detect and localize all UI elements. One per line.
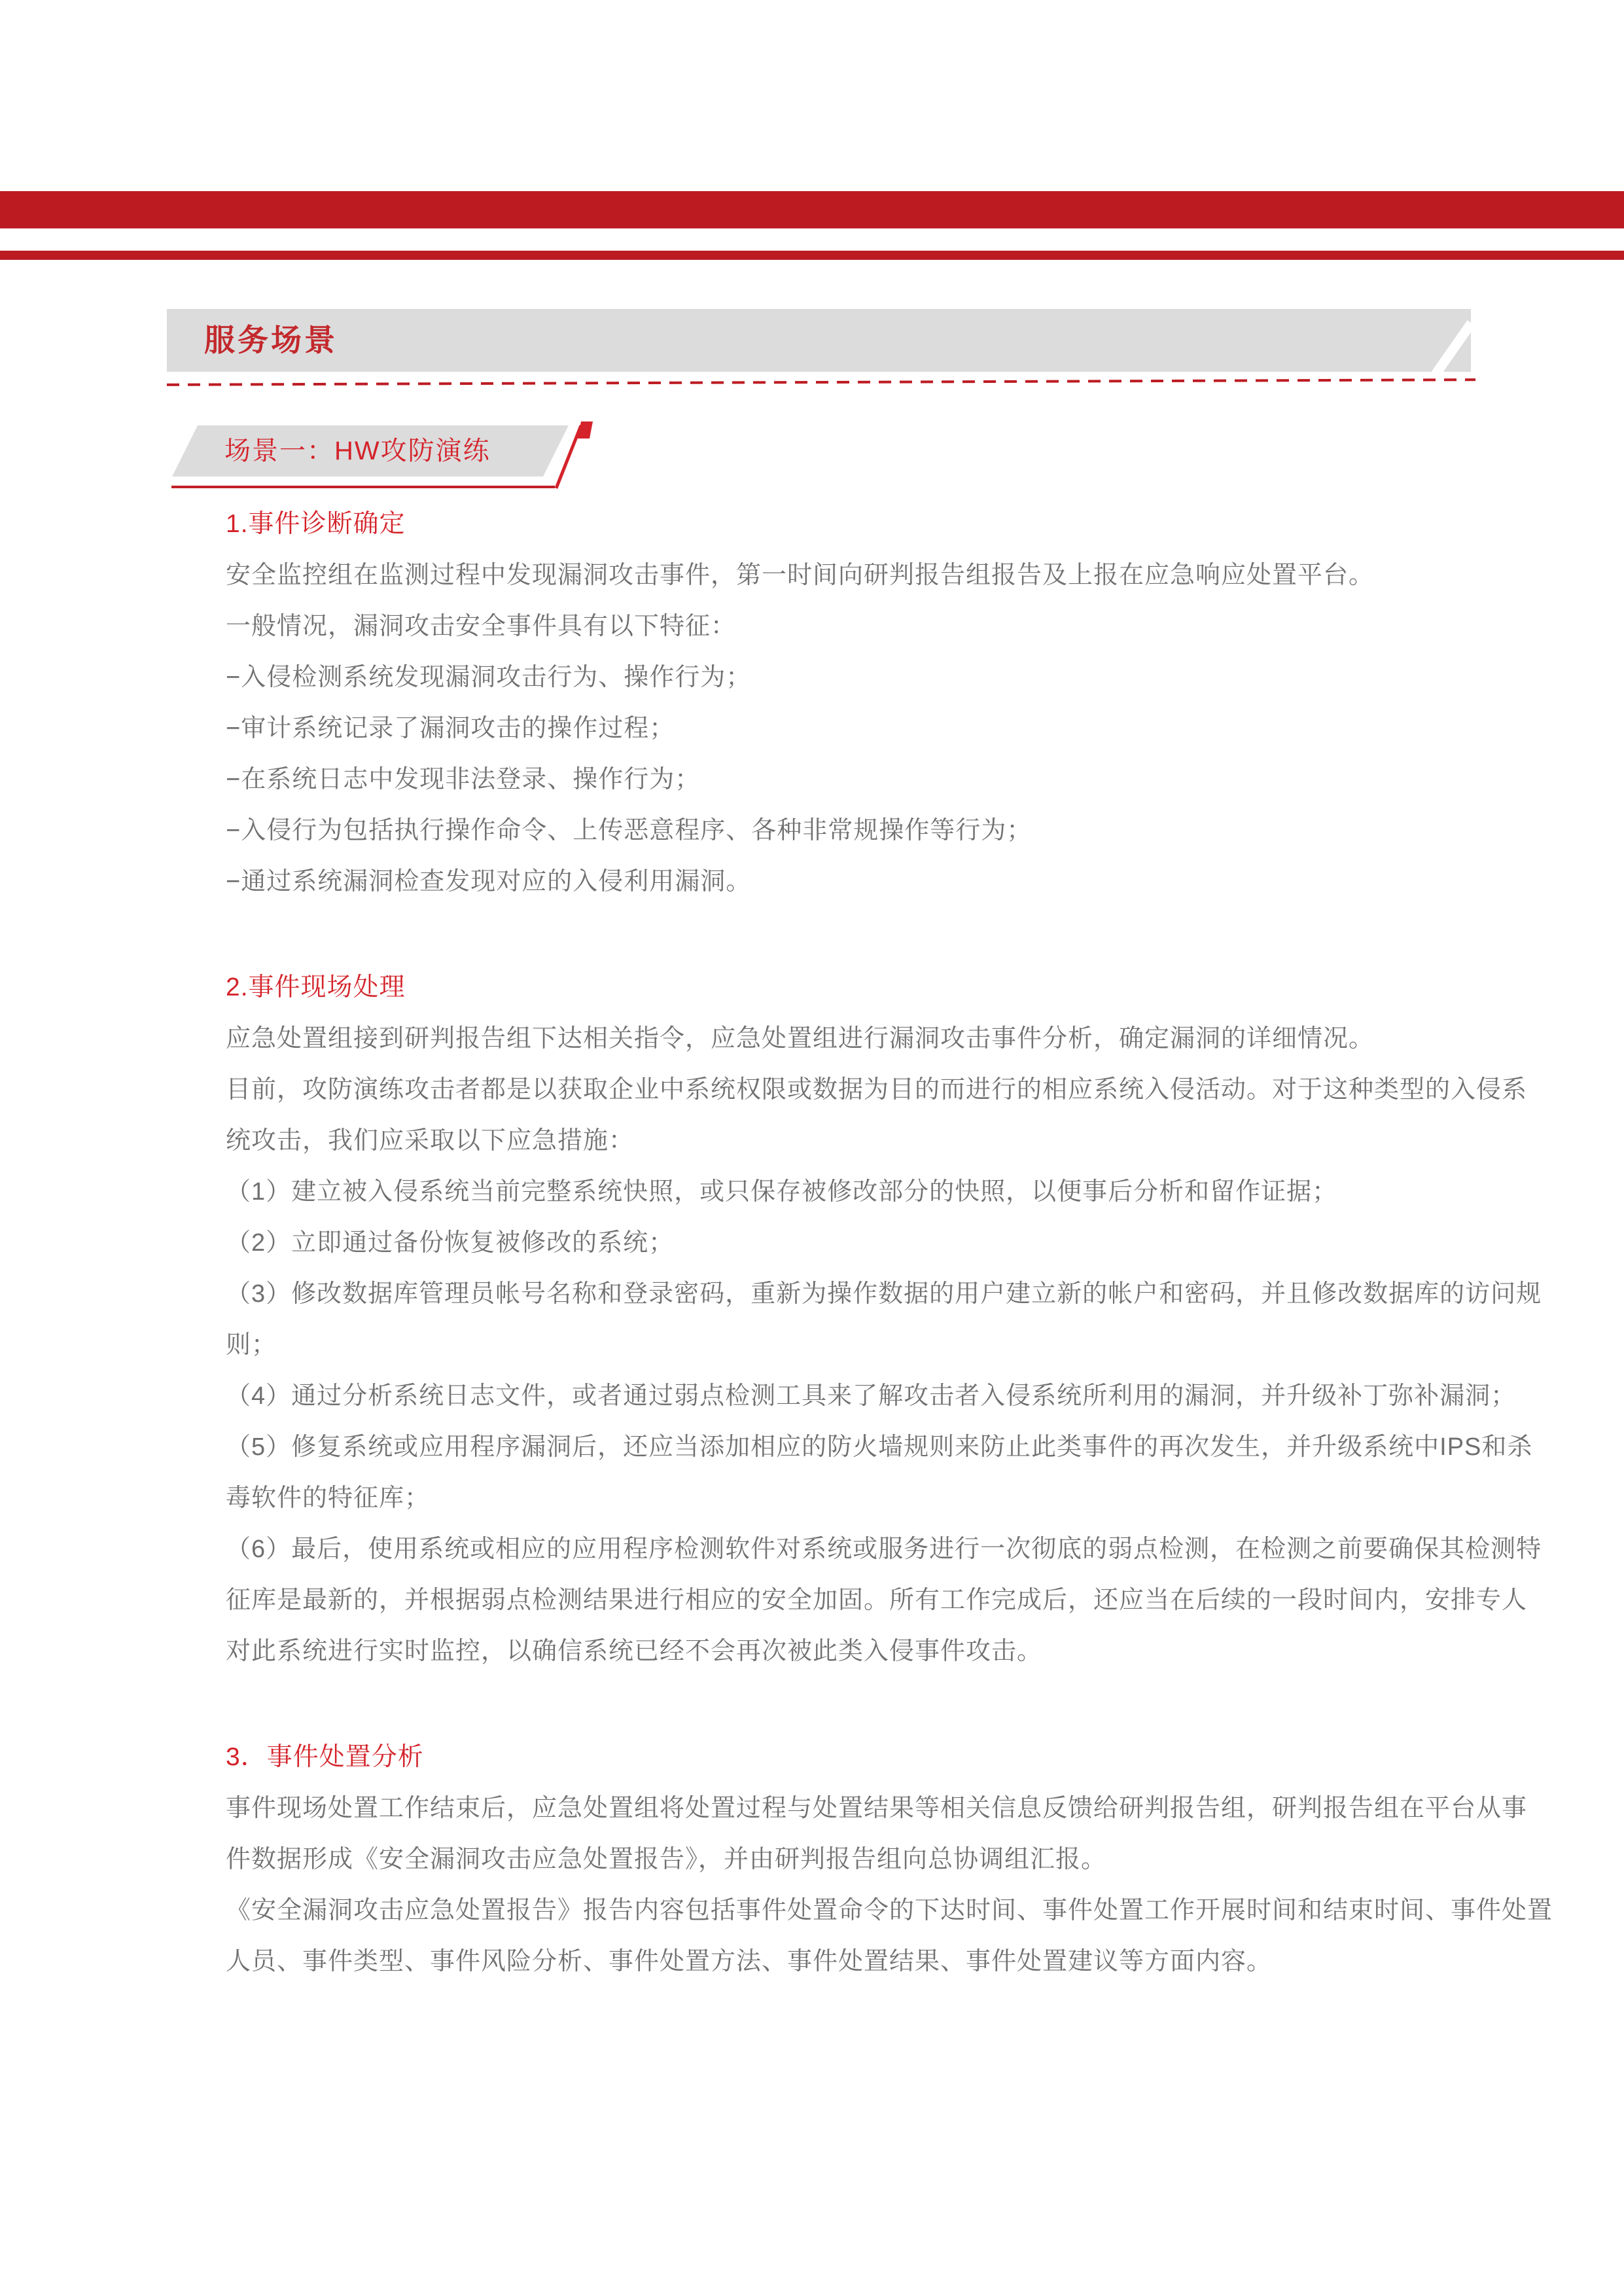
section-header-panel <box>167 309 1471 372</box>
text-line: 应急处置组接到研判报告组下达相关指令，应急处置组进行漏洞攻击事件分析，确定漏洞的详细情况。 <box>226 1025 1375 1052</box>
text-line: 安全监控组在监测过程中发现漏洞攻击事件，第一时间向研判报告组报告及上报在应急响应处置平台。 <box>226 562 1375 589</box>
section-heading: 1.事件诊断确定 <box>226 510 406 538</box>
text-line: 人员、事件类型、事件风险分析、事件处置方法、事件处置结果、事件处置建议等方面内容。 <box>226 1948 1273 1975</box>
text-line: 目前，攻防演练攻击者都是以获取企业中系统权限或数据为目的而进行的相应系统入侵活动。对于这种类型的入侵系 <box>226 1076 1528 1103</box>
page-title: 服务场景 <box>204 323 338 357</box>
text-line: 征库是最新的，并根据弱点检测结果进行相应的安全加固。所有工作完成后，还应当在后续的一段时间内，安排专人 <box>226 1587 1528 1614</box>
section-heading: 3．事件处置分析 <box>226 1743 424 1771</box>
section-heading: 2.事件现场处理 <box>226 973 406 1001</box>
text-line: −在系统日志中发现非法登录、操作行为； <box>226 766 701 793</box>
text-line: −审计系统记录了漏洞攻击的操作过程； <box>226 715 675 742</box>
dashed-separator-line <box>167 378 1475 386</box>
top-red-bar-thick <box>0 191 1624 228</box>
text-line: −通过系统漏洞检查发现对应的入侵利用漏洞。 <box>226 868 752 895</box>
text-line: （3）修改数据库管理员帐号名称和登录密码，重新为操作数据的用户建立新的帐户和密码，并且修改数据库的访问规 <box>226 1280 1542 1308</box>
text-line: 对此系统进行实时监控，以确信系统已经不会再次被此类入侵事件攻击。 <box>226 1638 1043 1665</box>
text-line: （5）修复系统或应用程序漏洞后，还应当添加相应的防火墙规则来防止此类事件的再次发生，并升级系统中IPS和杀 <box>226 1433 1533 1461</box>
text-line: 毒软件的特征库； <box>226 1484 431 1512</box>
text-line: −入侵检测系统发现漏洞攻击行为、操作行为； <box>226 664 752 691</box>
section-incident-diagnosis <box>226 499 1453 907</box>
text-line: −入侵行为包括执行操作命令、上传恶意程序、各种非常规操作等行为； <box>226 817 1033 844</box>
text-line: （1）建立被入侵系统当前完整系统快照，或只保存被修改部分的快照，以便事后分析和留作证据； <box>226 1178 1338 1206</box>
text-line: 统攻击，我们应采取以下应急措施： <box>226 1127 635 1155</box>
section-onsite-handling <box>226 962 1542 1677</box>
text-line: （6）最后，使用系统或相应的应用程序检测软件对系统或服务进行一次彻底的弱点检测，在检测之前要确保其检测特 <box>226 1535 1542 1563</box>
scenario-banner-underline <box>171 486 555 488</box>
text-line: （4）通过分析系统日志文件，或者通过弱点检测工具来了解攻击者入侵系统所利用的漏洞，并升级补丁弥补漏洞； <box>226 1382 1517 1410</box>
section-handling-analysis <box>226 1732 1553 1987</box>
text-line: 件数据形成《安全漏洞攻击应急处置报告》，并由研判报告组向总协调组汇报。 <box>226 1846 1107 1873</box>
text-line: 《安全漏洞攻击应急处置报告》报告内容包括事件处置命令的下达时间、事件处置工作开展时间和结束时间、事件处置 <box>226 1897 1553 1924</box>
text-line: 事件现场处置工作结束后，应急处置组将处置过程与处置结果等相关信息反馈给研判报告组，研判报告组在平台从事 <box>226 1795 1528 1822</box>
text-line: 则； <box>226 1331 277 1359</box>
text-line: （2）立即通过备份恢复被修改的系统； <box>226 1229 675 1257</box>
top-red-bar-thin <box>0 251 1624 260</box>
text-line: 一般情况，漏洞攻击安全事件具有以下特征： <box>226 613 737 640</box>
scenario-banner-label: 场景一：HW攻防演练 <box>224 437 491 465</box>
